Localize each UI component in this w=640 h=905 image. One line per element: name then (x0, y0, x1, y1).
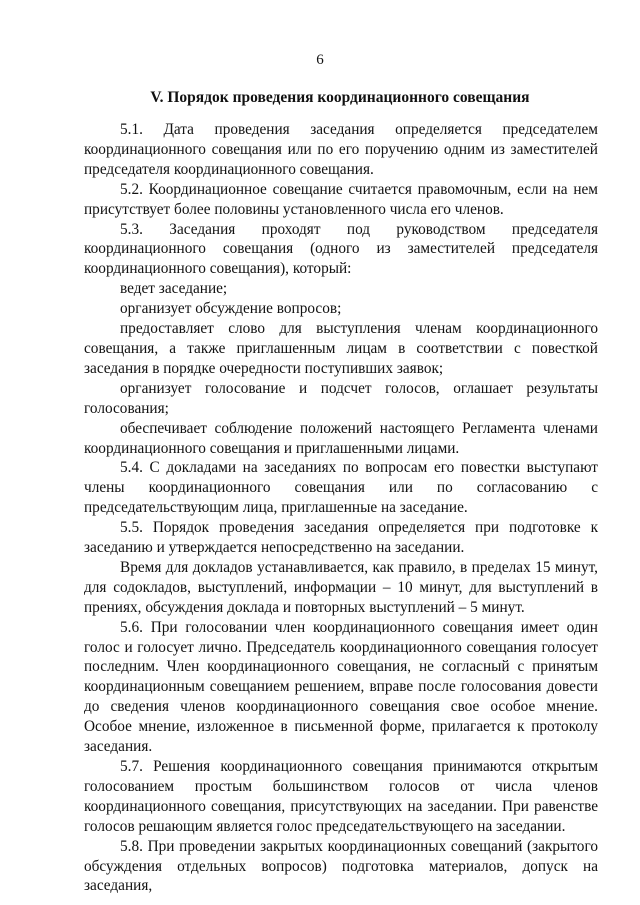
paragraph-5-1: 5.1. Дата проведения заседания определяется председателем координационного совещания или по его поручению одним из заместителей председателя координационного совещания. (84, 121, 598, 178)
paragraph-5-7: 5.7. Решения координационного совещания принимаются открытым голосованием простым большинством голосов от числа членов координационного совещания, присутствующих на заседании. При равенстве голосов решающим является голос председательствующего на заседании. (84, 758, 598, 835)
duty-item: обеспечивает соблюдение положений настоящего Регламента членами координационного совещания и приглашенными лицами. (84, 419, 598, 457)
duty-item: ведет заседание; (120, 280, 228, 298)
section-title: V. Порядок проведения координационного совещания (150, 89, 530, 106)
paragraph-5-8: 5.8. При проведении закрытых координационных совещаний (закрытого обсуждения отдельных вопросов) подготовка материалов, допуск на заседания, (84, 837, 598, 895)
paragraph-5-5: 5.5. Порядок проведения заседания определяется при подготовке к заседанию и утверждается непосредственно на заседании. (84, 519, 598, 557)
duty-item: организует обсуждение вопросов; (120, 300, 342, 318)
page-number: 6 (316, 52, 324, 68)
paragraph-time-limits: Время для докладов устанавливается, как правило, в пределах 15 минут, для содокладов, выступлений, информации – 10 минут, для выступлений в прениях, обсуждения доклада и повторных выступлений – 5 минут. (84, 558, 598, 616)
duty-item: предоставляет слово для выступления членам координационного совещания, а также приглашенным лицам в соответствии с повесткой заседания в порядке очередности поступивших заявок; (84, 320, 598, 377)
paragraph-5-6: 5.6. При голосовании член координационного совещания имеет один голос и голосует лично. Председатель координационного совещания голосует последним. Член координационного совещания, не согласный с принятым координационным совещанием решением, вправе после голосования довести до сведения членов координационного совещания свое особое мнение. Особое мнение, изложенное в письменной форме, прилагается к протоколу заседания. (84, 618, 598, 756)
duty-item: организует голосование и подсчет голосов, оглашает результаты голосования; (84, 379, 598, 417)
paragraph-5-2: 5.2. Координационное совещание считается правомочным, если на нем присутствует более половины установленного числа его членов. (84, 180, 598, 218)
document-body (84, 120, 598, 896)
paragraph-5-4: 5.4. С докладами на заседаниях по вопросам его повестки выступают члены координационного совещания или по согласованию с председательствующим лица, приглашенные на заседание. (84, 459, 598, 517)
paragraph-5-3: 5.3. Заседания проходят под руководством председателя координационного совещания (одного из заместителей председателя координационного совещания), который: (84, 220, 598, 278)
